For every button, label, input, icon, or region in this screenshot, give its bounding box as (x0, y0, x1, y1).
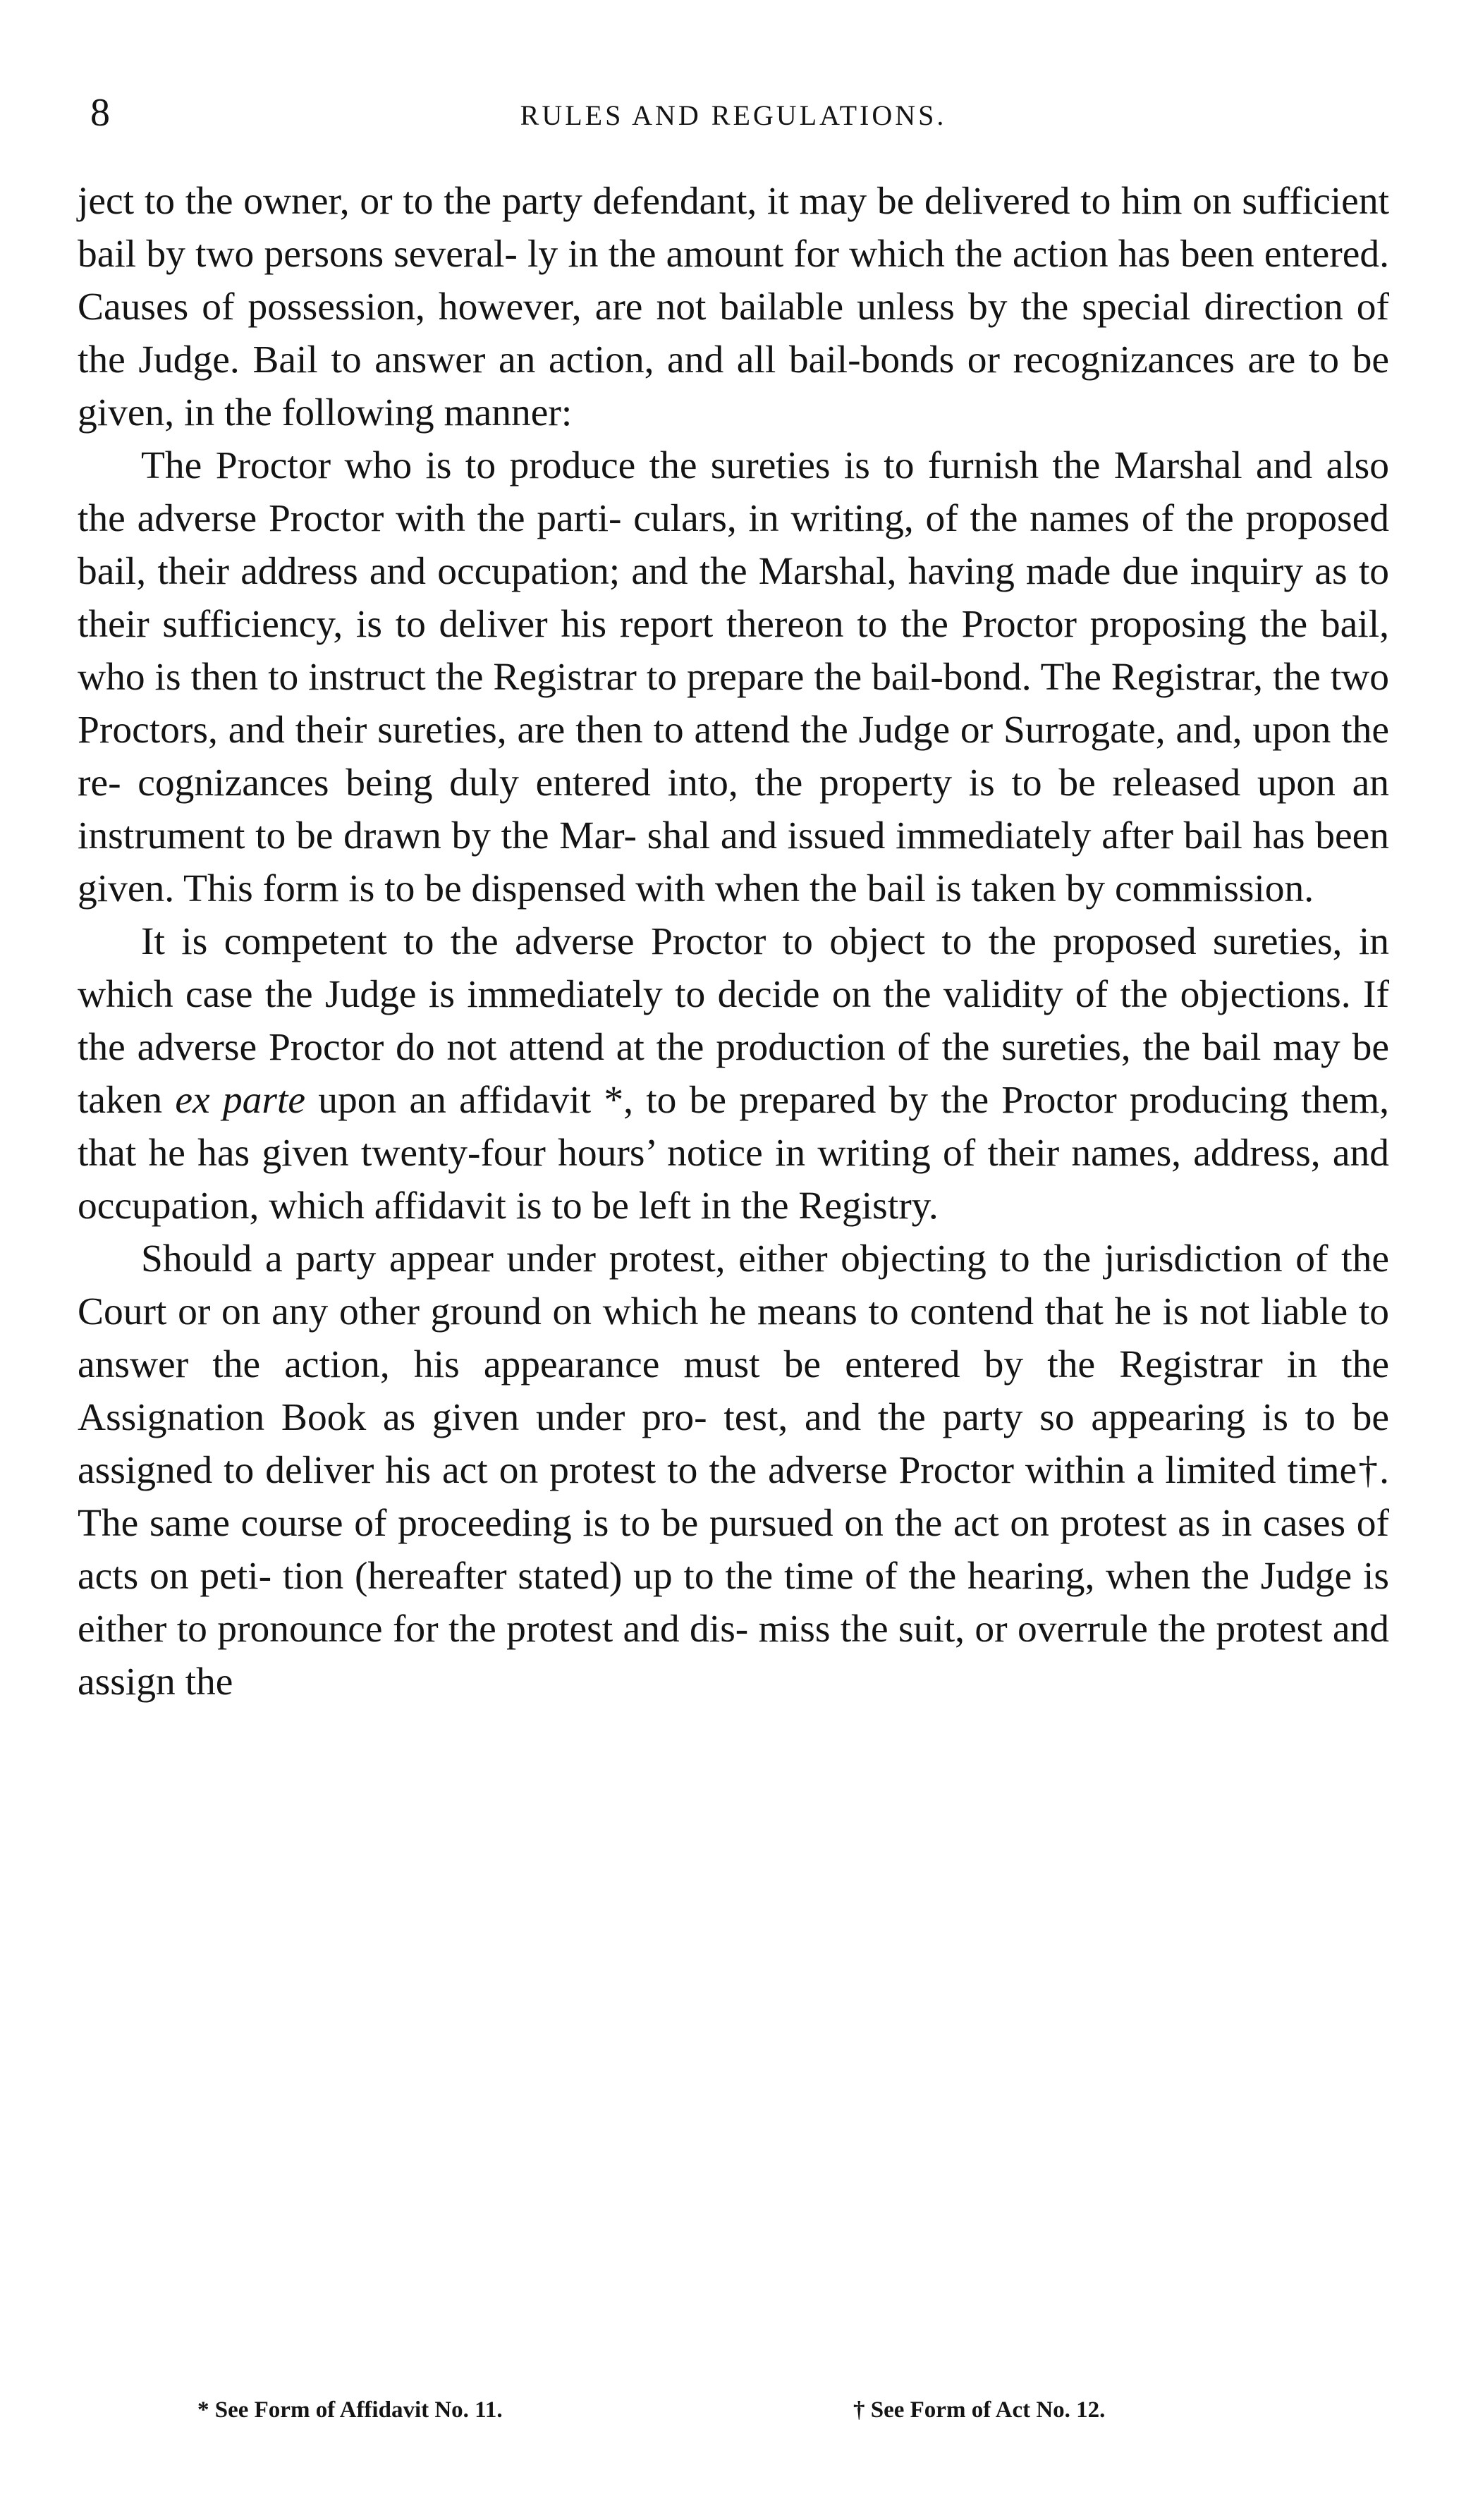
paragraph-4: Should a party appear under protest, either objecting to the jurisdiction of the Court or on any other ground on which he means to contend that he is not liable to answer the action, his appearance must be entered by the Registrar in the Assignation Book as given under pro- test, and the party so appearing is to be assigned to deliver his act on protest to the adverse Proctor within a limited time†. The same course of proceeding is to be pursued on the act on protest as in cases of acts on peti- tion (hereafter stated) up to the time of the hearing, when the Judge is either to pronounce for the protest and dis- miss the suit, or overrule the protest and assign the (78, 1237, 1389, 1704)
running-head: RULES AND REGULATIONS. (520, 99, 947, 131)
page-header (78, 85, 1389, 141)
paragraph-3-text-a: It is competent to the adverse Proctor to object to the proposed sureties, in which case the Judge is immediately to decide on the validity of the objections. If the adverse Proctor do not attend at the production of the sureties, the bail may be taken (78, 920, 1389, 1122)
paragraph-2: The Proctor who is to produce the sureties is to furnish the Marshal and also the adverse Proctor with the parti- culars, in writing, of the names of the proposed bail, their address and occupation; and the Marshal, having made due inquiry as to their sufficiency, is to deliver his report thereon to the Proctor proposing the bail, who is then to instruct the Registrar to prepare the bail-bond. The Registrar, the two Proctors, and their sureties, are then to attend the Judge or Surrogate, and, upon the re- cognizances being duly entered into, the property is to be released upon an instrument to be drawn by the Mar- shal and issued immediately after bail has been given. This form is to be dispensed with when the bail is taken by commission. (78, 444, 1389, 910)
footnotes (78, 2389, 1389, 2431)
paragraph-3 (78, 915, 1389, 1233)
paragraph-3-text-b: upon an affidavit *, to be prepared by the Proctor producing them, that he has given twenty-four hours’ notice in writing of their names, address, and occupation, which affidavit is to be left in the Registry. (78, 1079, 1390, 1228)
paragraph-1: ject to the owner, or to the party defendant, it may be delivered to him on sufficient bail by two persons several- ly in the amount for which the action has been entered. Causes of possession, however, are not bailable unless by the special direction of the Judge. Bail to answer an action, and all bail-bonds or recognizances are to be given, in the following manner: (78, 180, 1389, 434)
body-text (78, 175, 1389, 1708)
italic-ex-parte: ex parte (175, 1079, 306, 1122)
footnote-act: † See Form of Act No. 12. (853, 2397, 1106, 2423)
footnote-affidavit: * See Form of Affidavit No. 11. (197, 2397, 503, 2423)
page-number: 8 (90, 91, 110, 135)
book-page (78, 85, 1389, 2496)
